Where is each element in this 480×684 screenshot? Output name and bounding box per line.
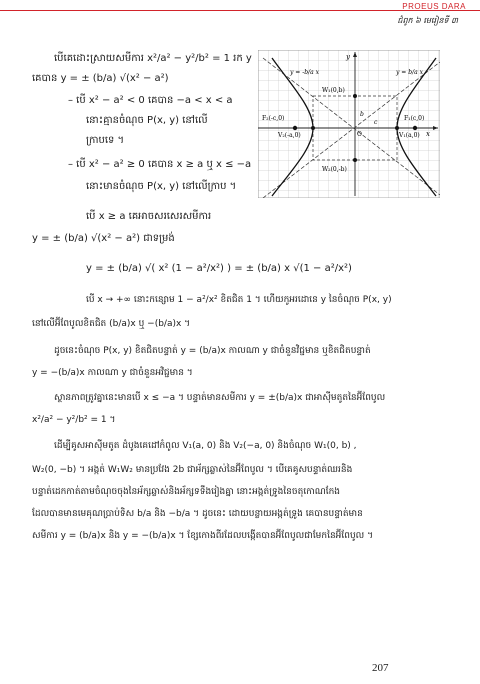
focus-f2-point [293, 126, 297, 130]
focus-f1-point [413, 126, 417, 130]
text-line-7: នោះមានចំណុច P(x, y) នៅលើក្រាប ។ [86, 181, 237, 192]
text-line-9: y = ± (b/a) √(x² − a²) ជាទម្រង់ [32, 233, 175, 244]
text-line-15: ស្ថានភាពត្រូវគ្នានេះមានបើ x ≤ −a ។ បន្ទាត់មានសមីការ y = ±(b/a)x ជាអាស៊ីមតូតនៃអ៊ីពែបូល [54, 393, 386, 403]
text-line-19: បន្ទាត់ដេកកាត់តាមចំណុចចុងនៃអ័ក្សឆ្លាស់និងអ័ក្សទទឹងរៀងគ្នា នោះអង្កត់ទ្រូងនៃចតុកោណកែង [32, 487, 341, 497]
text-line-17: ដើម្បីគូសអាស៊ីមតូត ដំបូងគេដៅកំពូល V₁(a, 0) និង V₂(−a, 0) និងចំណុច W₁(0, b) , [54, 441, 357, 451]
asymptote-left-label: y = -b/a x [290, 69, 319, 76]
asymptote-right-label: y = b/a x [396, 69, 423, 76]
w1-label: W₁(0,b) [322, 87, 345, 94]
hyperbola-figure [258, 50, 440, 198]
f1-label: F₁(c,0) [404, 115, 425, 122]
vertex-v1-point [395, 126, 399, 130]
v2-label: V₂(-a,0) [278, 132, 301, 139]
header-rule [0, 10, 480, 11]
text-line-1: បើគេដោះស្រាយសមីការ x²/a² − y²/b² = 1 រក y [54, 53, 252, 64]
brand-label: PROEUS DARA [402, 2, 466, 11]
text-line-18: W₂(0, −b) ។ អង្កត់ W₁W₂ មានប្រវែង 2b ជាអ័ក្សឆ្លាស់នៃអ៊ីពែបូល ។ បើគេគូសបន្ទាត់ឈរនិង [32, 465, 353, 475]
covertex-w1-point [353, 94, 357, 98]
vertex-v2-point [311, 126, 315, 130]
text-line-3: – បើ x² − a² < 0 គេបាន −a < x < a [68, 95, 233, 106]
text-line-11: បើ x → +∞ នោះកន្សោម 1 − a²/x² ខិតជិត 1 ។ ហើយកូអរដោនេ y នៃចំណុច P(x, y) [86, 295, 392, 305]
text-line-21: សមីការ y = (b/a)x និង y = −(b/a)x ។ ខ្សែកោងពីរដែលបង្កើតបានអ៊ីពែបូលជាមែកនៃអ៊ីពែបូល ។ [32, 531, 374, 541]
text-line-8: បើ x ≥ a គេអាចសរសេរសមីការ [86, 211, 212, 222]
f2-label: F₂(-c,0) [262, 115, 285, 122]
text-line-20: ដែលបានមានមេគុណប្រាប់ទិស b/a និង −b/a ។ ដូចនេះ ដោយបន្លាយអង្កត់ទ្រូង គេបានបន្ទាត់មាន [32, 509, 363, 519]
axis-x-label: x [426, 130, 430, 138]
axis-y-label: y [346, 53, 350, 61]
origin-label: O [357, 131, 362, 138]
page-number: 207 [372, 662, 389, 674]
text-line-16: x²/a² − y²/b² = 1 ។ [32, 415, 116, 425]
text-line-14: y = −(b/a)x កាលណា y ជាចំនួនអវិជ្ជមាន ។ [32, 368, 193, 378]
chapter-label: ជំពូក ៦ មេរៀនទី ៣ [397, 16, 458, 25]
w2-label: W₂(0,-b) [322, 166, 347, 173]
text-line-12: នៅលើអ៊ីពែបូលខិតជិត (b/a)x ឬ −(b/a)x ។ [32, 319, 191, 329]
text-line-6: – បើ x² − a² ≥ 0 គេបាន x ≥ a ឬ x ≤ −a [68, 159, 252, 170]
v1-label: V₁(a,0) [399, 132, 420, 139]
text-line-10: y = ± (b/a) √( x² (1 − a²/x²) ) = ± (b/a) x √(1 − a²/x²) [86, 263, 352, 274]
text-line-4: នោះគ្មានចំណុច P(x, y) នៅលើ [86, 115, 208, 126]
c-label: c [374, 119, 378, 126]
covertex-w2-point [353, 158, 357, 162]
text-line-5: ក្រាបទេ ។ [86, 135, 125, 146]
text-line-13: ដូចនេះចំណុច P(x, y) ខិតជិតបន្ទាត់ y = (b/a)x កាលណា y ជាចំនួនវិជ្ជមាន ឬខិតជិតបន្ទាត់ [54, 346, 371, 356]
text-line-2: គេបាន y = ± (b/a) √(x² − a²) [32, 73, 169, 84]
b-label: b [360, 111, 364, 118]
